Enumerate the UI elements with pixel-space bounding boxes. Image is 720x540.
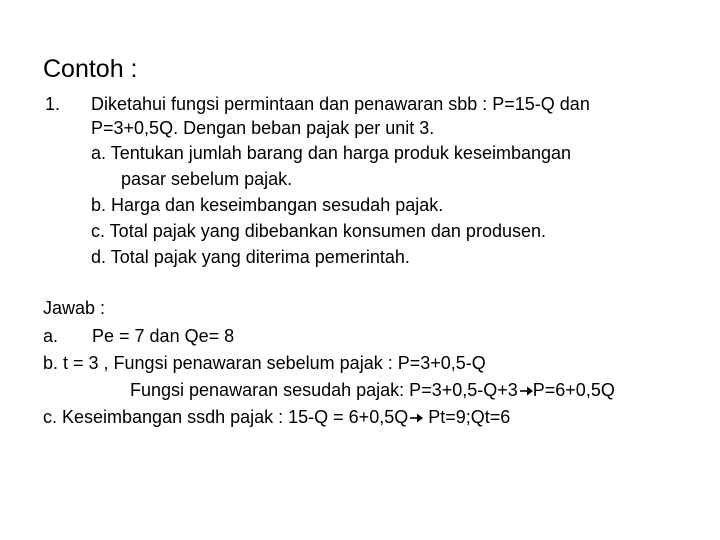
answer-b-line-1: b. t = 3 , Fungsi penawaran sebelum pajak : P=3+0,5-Q (43, 353, 486, 373)
answer-b-line-2-part-1: Fungsi penawaran sesudah pajak: P=3+0,5-Q+3 (130, 380, 518, 400)
answer-b-line-2 (130, 379, 615, 401)
answer-c-line (43, 406, 510, 428)
right-arrow-icon (410, 412, 423, 424)
answer-c-part-2: Pt=9;Qt=6 (423, 407, 511, 427)
slide-title: Contoh : (43, 55, 138, 83)
problem-line-2: P=3+0,5Q. Dengan beban pajak per unit 3. (91, 118, 435, 138)
problem-line-1: Diketahui fungsi permintaan dan penawaran sbb : P=15-Q dan (91, 94, 590, 114)
answer-a-label: a. (43, 326, 59, 346)
problem-line-5: b. Harga dan keseimbangan sesudah pajak. (91, 195, 444, 215)
answer-c-part-1: c. Keseimbangan ssdh pajak : 15-Q = 6+0,5Q (43, 407, 409, 427)
problem-line-7: d. Total pajak yang diterima pemerintah. (91, 247, 410, 267)
problem-line-4: pasar sebelum pajak. (121, 169, 293, 189)
answer-b-line-2-part-2: P=6+0,5Q (532, 380, 615, 400)
problem-line-6: c. Total pajak yang dibebankan konsumen dan produsen. (91, 221, 546, 241)
problem-line-3: a. Tentukan jumlah barang dan harga produk keseimbangan (91, 143, 572, 163)
answer-a-text: Pe = 7 dan Qe= 8 (92, 326, 235, 346)
answer-heading: Jawab : (43, 298, 106, 318)
problem-number: 1. (45, 94, 61, 114)
right-arrow-icon (520, 385, 533, 397)
